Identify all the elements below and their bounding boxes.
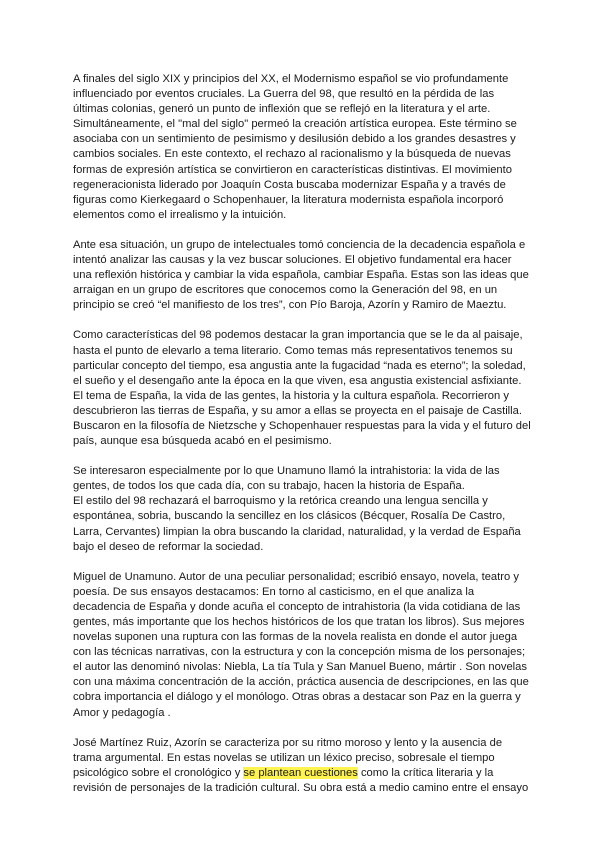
paragraph	[73, 238, 531, 313]
text-line: Como características del 98 podemos destacar la gran importancia que se le da al paisaje,	[73, 329, 523, 342]
paragraph	[73, 570, 531, 721]
text-line: figuras como Kierkegaard o Schopenhauer, la literatura modernista española incorporó	[73, 193, 504, 206]
text-line: formas de expresión artística se convirtieron en características distintivas. El movimiento	[73, 163, 512, 176]
paragraph	[73, 72, 531, 223]
text-line: trama argumental. En estas novelas se utilizan un léxico preciso, sobresale el tiempo	[73, 751, 495, 764]
text-line: una reflexión histórica y cambiar la vida española, cambiar España. Estas son las ideas que	[73, 269, 529, 282]
text-line: elementos como el irrealismo y la intuición.	[73, 208, 287, 221]
text-line: poesía. De sus ensayos destacamos: En torno al casticismo, en el que analiza la	[73, 585, 475, 598]
text-line: Larra, Cervantes) limpian la obra buscando la claridad, naturalidad, y la verdad de España	[73, 525, 521, 538]
text-line: con las técnicas narrativas, con la estructura y con la concepción misma de los personajes;	[73, 646, 526, 659]
text-line: Se interesaron especialmente por lo que Unamuno llamó la intrahistoria: la vida de las	[73, 465, 500, 478]
text-line: novelas suponen una ruptura con las formas de la novela realista en donde el autor juega	[73, 631, 518, 644]
text-line: con una máxima concentración de la acción, práctica ausencia de descripciones, en las que	[73, 676, 529, 689]
text-line: Simultáneamente, el "mal del siglo" permeó la creación artística europea. Este término se	[73, 118, 517, 131]
text-line: Buscaron en la filosofía de Nietzsche y Schopenhauer respuestas para la vida y el futuro del	[73, 419, 531, 432]
text-line: descubrieron las tierras de España, y su amor a ellas se proyecta en el paisaje de Castilla.	[73, 404, 522, 417]
document-body	[73, 72, 531, 811]
text-line: regeneracionista liderado por Joaquín Costa buscaba modernizar España y a través de	[73, 178, 506, 191]
text-line: influenciado por eventos cruciales. La Guerra del 98, que resultó en la pérdida de las	[73, 88, 495, 101]
text-line: país, aunque esa búsqueda acabó en el pesimismo.	[73, 435, 332, 448]
highlighted-text: se plantean cuestiones	[243, 766, 358, 779]
text-line: últimas colonias, generó un punto de inflexión que se reflejó en la literatura y el arte.	[73, 103, 491, 116]
text-line: José Martínez Ruiz, Azorín se caracteriza por su ritmo moroso y lento y la ausencia de	[73, 736, 503, 749]
text-line: A finales del siglo XIX y principios del XX, el Modernismo español se vio profundamente	[73, 73, 509, 85]
text-line: gentes, más importante que los hechos históricos de los que tratan los libros). Sus mejores	[73, 616, 525, 628]
text-line: Ante esa situación, un grupo de intelectuales tomó conciencia de la decadencia española e	[73, 238, 526, 251]
text-line: El tema de España, la vida de las gentes, la historia y la cultura española. Recorrieron y	[73, 389, 509, 402]
text-line: hasta el punto de elevarlo a tema literario. Como temas más representativos tenemos su	[73, 344, 513, 357]
text-line: El estilo del 98 rechazará el barroquismo y la retórica creando una lengua sencilla y	[73, 495, 488, 508]
text-line: Miguel de Unamuno. Autor de una peculiar personalidad; escribió ensayo, novela, teatro y	[73, 570, 519, 583]
text-line: cambios sociales. En este contexto, el rechazo al racionalismo y la búsqueda de nuevas	[73, 148, 511, 161]
text-line: principio se creó “el manifiesto de los tres”, con Pío Baroja, Azorín y Ramiro de Maeztu.	[73, 299, 507, 312]
text-line: el sueño y el desengaño ante la época en la que viven, esa angustia existencial asfixiante.	[73, 374, 522, 387]
text-span: como la crítica literaria y la	[357, 766, 494, 779]
text-line: Amor y pedagogía .	[73, 706, 171, 719]
paragraph	[73, 464, 531, 555]
text-line: decadencia de España y donde acuña el concepto de intrahistoria (la vida cotidiana de las	[73, 600, 521, 613]
text-span: psicológico sobre el cronológico y	[73, 766, 244, 779]
text-line: intentó analizar las causas y la vez buscar soluciones. El objetivo fundamental era hacer	[73, 254, 512, 267]
text-line: particular concepto del tiempo, esa angustia ante la fugacidad “nada es eterno”; la soledad,	[73, 359, 526, 372]
text-line: asociaba con un sentimiento de pesimismo y desilusión debido a los grandes desastres y	[73, 133, 516, 146]
text-line	[73, 766, 531, 781]
text-line: arraigan en un grupo de escritores que conocemos como la Generación del 98, en un	[73, 284, 498, 297]
text-line: bajo el deseo de reformar la sociedad.	[73, 540, 264, 553]
text-line: espontánea, sobria, buscando la sencillez en los clásicos (Bécquer, Rosalía De Castro,	[73, 510, 506, 523]
paragraph	[73, 736, 531, 796]
text-line: el autor las denominó nivolas: Niebla, La tía Tula y San Manuel Bueno, mártir . Son novelas	[73, 661, 527, 674]
paragraph	[73, 328, 531, 449]
text-line: revisión de personajes de la tradición cultural. Su obra está a medio camino entre el ensayo	[73, 781, 529, 794]
text-line: cobra importancia el diálogo y el monólogo. Otras obras a destacar son Paz en la guerra y	[73, 691, 521, 704]
text-line: gentes, de todos los que cada día, con su trabajo, hacen la historia de España.	[73, 480, 465, 493]
